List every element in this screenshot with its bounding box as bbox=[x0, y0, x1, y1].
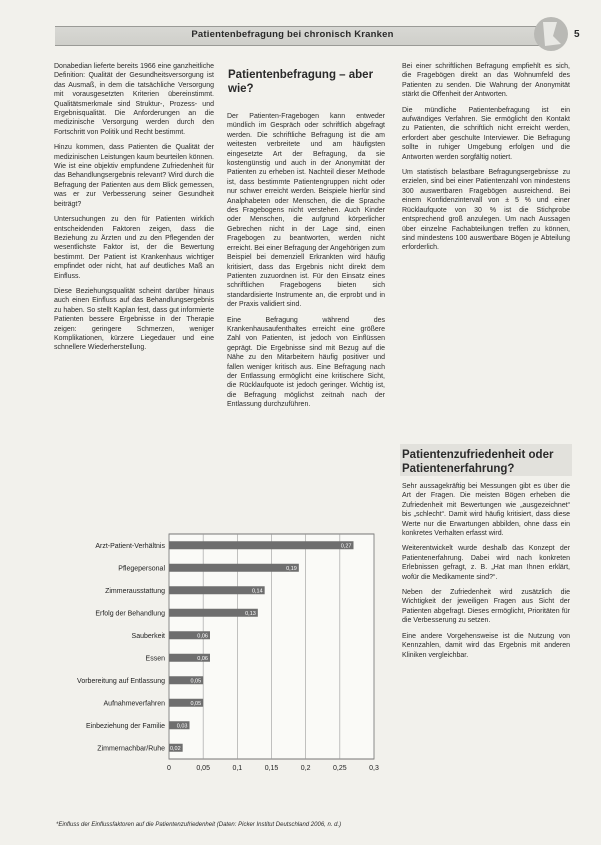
chart-caption: *Einfluss der Einflussfaktoren auf die Patientenzufriedenheit (Daten: Picker Institut Deutschland 2006, n. d.) bbox=[56, 822, 342, 828]
value-label: 0,13 bbox=[245, 611, 256, 618]
x-tick-label: 0,05 bbox=[196, 765, 210, 772]
paragraph: Hinzu kommen, dass Patienten die Qualität der medizinischen Leistungen kaum beurteilen können. Wie ist eine objektiv empfundene Zufriedenheit für das Behandlungsergebnis relevant? Wird durch die Befragung der Patienten aus dem Blick gemessen, was er zur Verbesserung seiner Gesundheit beiträgt? bbox=[54, 144, 214, 208]
category-label: Einbeziehung der Familie bbox=[86, 722, 165, 730]
article-column-3-continued bbox=[402, 482, 570, 666]
value-label: 0,19 bbox=[286, 566, 297, 573]
x-tick-label: 0,1 bbox=[232, 765, 243, 772]
article-column-3 bbox=[402, 62, 570, 259]
value-label: 0,03 bbox=[176, 723, 188, 730]
value-label: 0,27 bbox=[340, 543, 352, 550]
paragraph: Eine Befragung während des Krankenhausaufenthaltes erreicht eine größere Zahl von Patienten, ist jedoch von Einflüssen geprägt. Die Ergebnisse sind mit Bezug auf die Nähe zu den Mitarbeitern häufig positiver und fallen weniger kritisch aus. Eine Befragung nach der Entlassung ermöglicht eine kritischere Sicht, die Rücklaufquote ist jedoch geringer. Wichtig ist, die Befragung möglichst zeitnah nach der Entlassung durchzuführen. bbox=[227, 316, 385, 409]
category-label: Essen bbox=[145, 655, 165, 663]
category-label: Arzt-Patient-Verhältnis bbox=[95, 542, 165, 550]
category-label: Sauberkeit bbox=[131, 632, 165, 640]
paragraph: Bei einer schriftlichen Befragung empfiehlt es sich, die Fragebögen direkt an das Wohnumfeld des Patienten zu senden. Die Wahrung der Anonymität stärkt die Offenheit der Antworten. bbox=[402, 63, 570, 99]
bar bbox=[169, 564, 299, 572]
category-label: Aufnahmeverfahren bbox=[103, 700, 165, 708]
category-label: Pflegepersonal bbox=[118, 565, 165, 573]
category-label: Erfolg der Behandlung bbox=[95, 610, 165, 618]
x-tick-label: 0,15 bbox=[264, 765, 279, 772]
category-label: Zimmernachbar/Ruhe bbox=[97, 745, 165, 753]
paragraph: Die mündliche Patientenbefragung ist ein aufwändiges Verfahren. Sie ermöglicht den Kontakt zu Patienten, die schriftlich nicht erreicht werden, erfordert aber geschulte Interviewer. Die Befragung sollte in ruhiger Umgebung erfolgen und die Antworten werden sorgfältig notiert. bbox=[402, 106, 570, 161]
value-label: 0,06 bbox=[197, 633, 208, 640]
bar bbox=[169, 541, 354, 549]
x-tick-label: 0,3 bbox=[369, 765, 379, 772]
value-label: 0,06 bbox=[197, 656, 208, 663]
paragraph: Eine andere Vorgehensweise ist die Nutzung von Kennzahlen, damit wird das Ergebnis mit anderen Kliniken vergleichbar. bbox=[402, 632, 570, 659]
bar-chart-svg bbox=[56, 528, 386, 818]
section-heading-befragung: Patientenbefragung – aber wie? bbox=[228, 69, 374, 95]
header-title: Patientenbefragung bei chronisch Kranken bbox=[191, 29, 394, 40]
paragraph: Diese Beziehungsqualität scheint darüber hinaus auch einen Einfluss auf das Behandlungsergebnis zu haben. So stellt Kaplan fest, dass gut informierte Patienten bessere Ergebnisse in der Therapie zeigen: geringere Schmerzen, weniger Komplikationen, kürzere Liegedauer und eine schnellere Wiederherstellung. bbox=[54, 287, 214, 352]
value-label: 0,05 bbox=[190, 701, 202, 708]
bar bbox=[169, 586, 265, 594]
x-tick-label: 0,2 bbox=[300, 765, 311, 772]
value-label: 0,05 bbox=[190, 678, 202, 685]
page-header bbox=[55, 26, 560, 46]
paragraph: Sehr aussagekräftig bei Messungen gibt es über die Art der Fragen. Die meisten Bögen erheben die Zufriedenheit mit Bewertungen wie „ausgezeichnet“ bis „schlecht“. Damit wird häufig kritisiert, dass diese Werte nur die Erwartungen abbilden, ohne dass ein konkretes Verhalten erfasst wird. bbox=[402, 483, 570, 538]
paragraph: Donabedian lieferte bereits 1966 eine ganzheitliche Definition: Qualität der Gesundheitsversorgung ist das Ausmaß, in dem die tatsächliche Versorgung mit vorausgesetzten Kriterien übereinstimmt. Qualitätsmerkmale sind Struktur-, Prozess- und Ergebnisqualität. Die Anforderungen an die medizinische Versorgung werden durch den Fortschritt von Politik und Recht bestimmt. bbox=[54, 63, 214, 136]
paragraph: Der Patienten-Fragebogen kann entweder mündlich im Gespräch oder schriftlich abgefragt werden. Die schriftliche Befragung ist die am weitesten verbreitete und am häufigsten eingesetzte Art der Befragung, da sie kostengünstig und auch in der Anonymität der Patienten zu erheben ist. Nachteil dieser Methode ist, dass bestimmte Patientengruppen nicht oder nur schwer erreicht werden. Beispiele hierfür sind Analphabeten oder Menschen, die die Sprache des Fragebogens nicht verstehen. Auch Kinder oder Menschen, die aufgrund körperlicher Gebrechen nicht in der Lage sind, einen Fragebogen zu beantworten, werden nicht erreicht. Bei einer Befragung der Angehörigen zum Beispiel bei demenziell Erkrankten wird häufig kritisiert, dass das Ergebnis nicht direkt dem Patienten zuzuordnen ist. Für den Einsatz eines schriftlichen Fragebogens bieten sich standardisierte Instrumente an, die erprobt und in der Praxis validiert sind. bbox=[227, 113, 385, 309]
article-column-2 bbox=[227, 112, 385, 416]
page-number: 5 bbox=[574, 29, 580, 40]
paragraph: Weiterentwickelt wurde deshalb das Konzept der Patientenerfahrung. Dabei wird nach konkreten Erlebnissen gefragt, z. B. „Hat man Ihnen erklärt, wofür die Medikamente sind?“. bbox=[402, 545, 570, 581]
publisher-logo-icon bbox=[531, 14, 571, 54]
x-tick-label: 0 bbox=[167, 765, 171, 772]
x-tick-label: 0,25 bbox=[333, 765, 347, 772]
paragraph: Untersuchungen zu den für Patienten wirklich entscheidenden Faktoren zeigen, dass die Beziehung zu Ärzten und zu den Pflegenden der wesentlichste Faktor ist, der die Bewertung bestimmt. Der Patient ist Krankenhaus wichtiger empfindet oder nicht, hat auf deutliches Maß an Einfluss. bbox=[54, 216, 214, 280]
article-column-1 bbox=[54, 62, 214, 359]
section-heading-zufriedenheit: Patientenzufriedenheit oder Patientenerfahrung? bbox=[402, 449, 554, 475]
value-label: 0,14 bbox=[251, 588, 263, 595]
category-label: Vorbereitung auf Entlassung bbox=[77, 677, 165, 685]
value-label: 0,02 bbox=[169, 746, 181, 753]
bar-chart bbox=[56, 528, 386, 833]
paragraph: Neben der Zufriedenheit wird zusätzlich die Wichtigkeit der jeweiligen Fragen aus Sicht der Patienten abgefragt. Dieses ermöglicht, Prioritäten für die Verbesserung zu setzen. bbox=[402, 589, 570, 625]
paragraph: Um statistisch belastbare Befragungsergebnisse zu erzielen, sind bei einer Patientenzahl von mindestens 300 auswertbaren Fragebögen ausreichend. Bei einem Konfidenzintervall von ± 5 % und einer Rücklaufquote von 30 % ist die Stichprobe entsprechend groß anzulegen. Um nach Aussagen über einzelne Fachabteilungen treffen zu können, sind mindestens 100 auswertbare Bögen je Abteilung erforderlich. bbox=[402, 169, 570, 252]
category-label: Zimmerausstattung bbox=[105, 587, 165, 595]
